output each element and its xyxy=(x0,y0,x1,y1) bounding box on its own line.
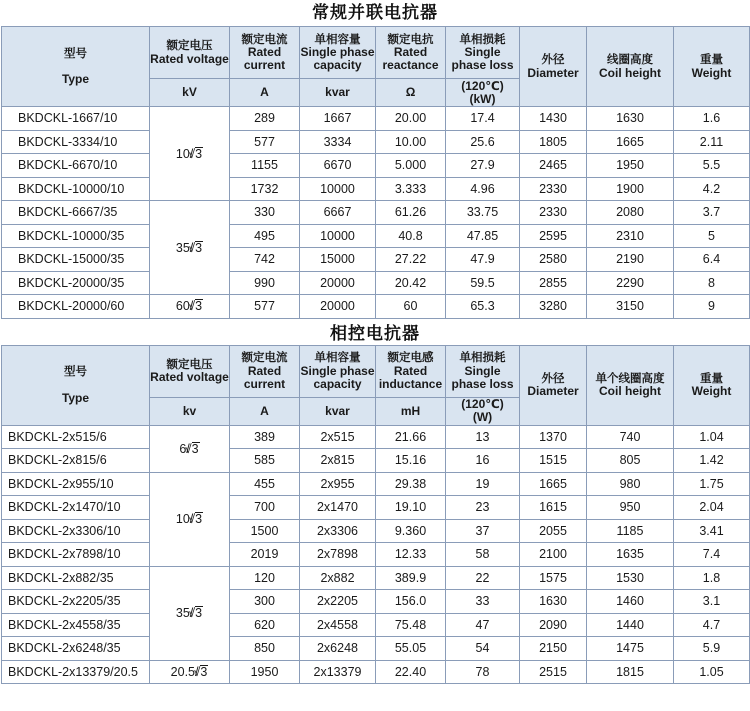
weight-cell: 5.5 xyxy=(674,154,750,178)
weight-cell: 2.11 xyxy=(674,130,750,154)
value-cell: 156.0 xyxy=(376,590,446,614)
weight-cell: 1.42 xyxy=(674,449,750,473)
capacity-cell: 6670 xyxy=(300,154,376,178)
diameter-cell: 2580 xyxy=(520,248,587,272)
capacity-cell: 2x7898 xyxy=(300,543,376,567)
loss-cell: 4.96 xyxy=(446,177,520,201)
model-cell: BKDCKL-2x3306/10 xyxy=(2,519,150,543)
weight-cell: 5 xyxy=(674,224,750,248)
height-cell: 1630 xyxy=(587,107,674,131)
rated-voltage-cell: 60/√ 3 xyxy=(150,295,230,319)
model-cell: BKDCKL-6667/35 xyxy=(2,201,150,225)
current-cell: 850 xyxy=(230,637,300,661)
loss-cell: 59.5 xyxy=(446,271,520,295)
value-cell: 61.26 xyxy=(376,201,446,225)
unit-reactance: Ω xyxy=(376,79,446,107)
capacity-cell: 1667 xyxy=(300,107,376,131)
height-cell: 1185 xyxy=(587,519,674,543)
loss-cell: 23 xyxy=(446,496,520,520)
diameter-cell: 1630 xyxy=(520,590,587,614)
loss-cell: 22 xyxy=(446,566,520,590)
weight-cell: 1.05 xyxy=(674,660,750,684)
diameter-cell: 2330 xyxy=(520,201,587,225)
loss-cell: 58 xyxy=(446,543,520,567)
loss-cell: 13 xyxy=(446,425,520,449)
col-inductance-header: 额定电感 Rated inductance xyxy=(376,345,446,397)
capacity-cell: 2x6248 xyxy=(300,637,376,661)
height-cell: 1635 xyxy=(587,543,674,567)
col-reactance-header: 额定电抗 Rated reactance xyxy=(376,27,446,79)
col-height-header: 线圈高度 Coil height xyxy=(587,27,674,107)
col-diameter-header: 外径 Diameter xyxy=(520,27,587,107)
diameter-cell: 2330 xyxy=(520,177,587,201)
unit-capacity: kvar xyxy=(300,397,376,425)
current-cell: 289 xyxy=(230,107,300,131)
capacity-cell: 2x3306 xyxy=(300,519,376,543)
height-cell: 1950 xyxy=(587,154,674,178)
value-cell: 29.38 xyxy=(376,472,446,496)
capacity-cell: 10000 xyxy=(300,224,376,248)
weight-cell: 3.7 xyxy=(674,201,750,225)
value-cell: 20.42 xyxy=(376,271,446,295)
current-cell: 620 xyxy=(230,613,300,637)
table-row xyxy=(2,425,750,449)
col-loss-header: 单相损耗 Single phase loss xyxy=(446,27,520,79)
col-type-header: 型号 Type xyxy=(2,27,150,107)
capacity-cell: 2x1470 xyxy=(300,496,376,520)
model-cell: BKDCKL-20000/35 xyxy=(2,271,150,295)
height-cell: 950 xyxy=(587,496,674,520)
loss-cell: 47.85 xyxy=(446,224,520,248)
unit-loss: (120℃) (W) xyxy=(446,397,520,425)
rated-voltage-cell: 10/√ 3 xyxy=(150,472,230,566)
diameter-cell: 1575 xyxy=(520,566,587,590)
capacity-cell: 2x4558 xyxy=(300,613,376,637)
loss-cell: 19 xyxy=(446,472,520,496)
model-cell: BKDCKL-2x515/6 xyxy=(2,425,150,449)
col-capacity-header: 单相容量 Single phase capacity xyxy=(300,345,376,397)
height-cell: 980 xyxy=(587,472,674,496)
diameter-cell: 2090 xyxy=(520,613,587,637)
table-row xyxy=(2,271,750,295)
current-cell: 495 xyxy=(230,224,300,248)
model-cell: BKDCKL-20000/60 xyxy=(2,295,150,319)
col-voltage-header: 额定电压 Rated voltage xyxy=(150,345,230,397)
model-cell: BKDCKL-2x4558/35 xyxy=(2,613,150,637)
current-cell: 990 xyxy=(230,271,300,295)
weight-cell: 5.9 xyxy=(674,637,750,661)
rated-voltage-cell: 35/√ 3 xyxy=(150,201,230,295)
rated-voltage-cell: 35/√ 3 xyxy=(150,566,230,660)
loss-cell: 54 xyxy=(446,637,520,661)
diameter-cell: 1370 xyxy=(520,425,587,449)
current-cell: 120 xyxy=(230,566,300,590)
diameter-cell: 2055 xyxy=(520,519,587,543)
col-weight-header: 重量 Weight xyxy=(674,345,750,425)
current-cell: 1732 xyxy=(230,177,300,201)
loss-cell: 37 xyxy=(446,519,520,543)
table-row xyxy=(2,472,750,496)
unit-inductance: mH xyxy=(376,397,446,425)
model-cell: BKDCKL-2x6248/35 xyxy=(2,637,150,661)
current-cell: 1500 xyxy=(230,519,300,543)
col-type-header: 型号 Type xyxy=(2,345,150,425)
loss-cell: 16 xyxy=(446,449,520,473)
diameter-cell: 2465 xyxy=(520,154,587,178)
loss-cell: 47.9 xyxy=(446,248,520,272)
capacity-cell: 20000 xyxy=(300,295,376,319)
weight-cell: 3.1 xyxy=(674,590,750,614)
current-cell: 742 xyxy=(230,248,300,272)
phase-controlled-reactor-title: 相控电抗器 xyxy=(330,323,420,343)
diameter-cell: 1430 xyxy=(520,107,587,131)
value-cell: 5.000 xyxy=(376,154,446,178)
diameter-cell: 1515 xyxy=(520,449,587,473)
current-cell: 389 xyxy=(230,425,300,449)
loss-cell: 25.6 xyxy=(446,130,520,154)
col-diameter-header: 外径 Diameter xyxy=(520,345,587,425)
capacity-cell: 3334 xyxy=(300,130,376,154)
table-row xyxy=(2,496,750,520)
weight-cell: 1.8 xyxy=(674,566,750,590)
diameter-cell: 2855 xyxy=(520,271,587,295)
value-cell: 3.333 xyxy=(376,177,446,201)
loss-cell: 65.3 xyxy=(446,295,520,319)
model-cell: BKDCKL-2x815/6 xyxy=(2,449,150,473)
height-cell: 1475 xyxy=(587,637,674,661)
capacity-cell: 2x955 xyxy=(300,472,376,496)
capacity-cell: 2x882 xyxy=(300,566,376,590)
unit-capacity: kvar xyxy=(300,79,376,107)
diameter-cell: 1665 xyxy=(520,472,587,496)
current-cell: 585 xyxy=(230,449,300,473)
value-cell: 15.16 xyxy=(376,449,446,473)
model-cell: BKDCKL-2x13379/20.5 xyxy=(2,660,150,684)
rated-voltage-cell: 10/√ 3 xyxy=(150,107,230,201)
value-cell: 40.8 xyxy=(376,224,446,248)
value-cell: 21.66 xyxy=(376,425,446,449)
weight-cell: 4.2 xyxy=(674,177,750,201)
capacity-cell: 2x2205 xyxy=(300,590,376,614)
current-cell: 1155 xyxy=(230,154,300,178)
capacity-cell: 20000 xyxy=(300,271,376,295)
height-cell: 3150 xyxy=(587,295,674,319)
rated-voltage-cell: 6/√ 3 xyxy=(150,425,230,472)
model-cell: BKDCKL-6670/10 xyxy=(2,154,150,178)
capacity-cell: 2x13379 xyxy=(300,660,376,684)
table-row xyxy=(2,154,750,178)
weight-cell: 6.4 xyxy=(674,248,750,272)
loss-cell: 17.4 xyxy=(446,107,520,131)
col-height-header: 单个线圈高度 Coil height xyxy=(587,345,674,425)
phase-controlled-reactor-table xyxy=(1,345,750,685)
table-row xyxy=(2,449,750,473)
phase-controlled-reactor-rows xyxy=(2,425,750,684)
table-row xyxy=(2,566,750,590)
table-row xyxy=(2,590,750,614)
loss-cell: 78 xyxy=(446,660,520,684)
table-row xyxy=(2,613,750,637)
model-cell: BKDCKL-2x2205/35 xyxy=(2,590,150,614)
current-cell: 330 xyxy=(230,201,300,225)
current-cell: 300 xyxy=(230,590,300,614)
current-cell: 2019 xyxy=(230,543,300,567)
weight-cell: 3.41 xyxy=(674,519,750,543)
current-cell: 1950 xyxy=(230,660,300,684)
unit-current: A xyxy=(230,79,300,107)
shunt-reactor-table xyxy=(1,26,750,319)
capacity-cell: 2x515 xyxy=(300,425,376,449)
weight-cell: 4.7 xyxy=(674,613,750,637)
diameter-cell: 3280 xyxy=(520,295,587,319)
col-current-header: 额定电流 Rated current xyxy=(230,345,300,397)
capacity-cell: 15000 xyxy=(300,248,376,272)
height-cell: 1440 xyxy=(587,613,674,637)
table-row xyxy=(2,637,750,661)
height-cell: 2310 xyxy=(587,224,674,248)
loss-cell: 47 xyxy=(446,613,520,637)
table-row xyxy=(2,660,750,684)
col-capacity-header: 单相容量 Single phase capacity xyxy=(300,27,376,79)
height-cell: 1900 xyxy=(587,177,674,201)
weight-cell: 1.75 xyxy=(674,472,750,496)
diameter-cell: 1615 xyxy=(520,496,587,520)
table-row xyxy=(2,543,750,567)
col-weight-header: 重量 Weight xyxy=(674,27,750,107)
table-row xyxy=(2,177,750,201)
value-cell: 20.00 xyxy=(376,107,446,131)
height-cell: 740 xyxy=(587,425,674,449)
rated-voltage-cell: 20.5/√ 3 xyxy=(150,660,230,684)
weight-cell: 9 xyxy=(674,295,750,319)
table-row xyxy=(2,224,750,248)
current-cell: 577 xyxy=(230,130,300,154)
model-cell: BKDCKL-1667/10 xyxy=(2,107,150,131)
height-cell: 2190 xyxy=(587,248,674,272)
unit-current: A xyxy=(230,397,300,425)
value-cell: 22.40 xyxy=(376,660,446,684)
loss-cell: 33.75 xyxy=(446,201,520,225)
model-cell: BKDCKL-3334/10 xyxy=(2,130,150,154)
height-cell: 805 xyxy=(587,449,674,473)
value-cell: 10.00 xyxy=(376,130,446,154)
value-cell: 75.48 xyxy=(376,613,446,637)
height-cell: 1530 xyxy=(587,566,674,590)
table-row xyxy=(2,519,750,543)
value-cell: 389.9 xyxy=(376,566,446,590)
diameter-cell: 1805 xyxy=(520,130,587,154)
unit-voltage: kV xyxy=(150,79,230,107)
value-cell: 27.22 xyxy=(376,248,446,272)
table-row xyxy=(2,107,750,131)
loss-cell: 33 xyxy=(446,590,520,614)
weight-cell: 2.04 xyxy=(674,496,750,520)
col-current-header: 额定电流 Rated current xyxy=(230,27,300,79)
col-loss-header: 单相损耗 Single phase loss xyxy=(446,345,520,397)
value-cell: 19.10 xyxy=(376,496,446,520)
shunt-reactor-title: 常规并联电抗器 xyxy=(312,3,438,22)
current-cell: 577 xyxy=(230,295,300,319)
height-cell: 2080 xyxy=(587,201,674,225)
height-cell: 1460 xyxy=(587,590,674,614)
weight-cell: 8 xyxy=(674,271,750,295)
model-cell: BKDCKL-2x882/35 xyxy=(2,566,150,590)
table-row xyxy=(2,201,750,225)
model-cell: BKDCKL-2x7898/10 xyxy=(2,543,150,567)
loss-cell: 27.9 xyxy=(446,154,520,178)
shunt-reactor-rows xyxy=(2,107,750,319)
model-cell: BKDCKL-15000/35 xyxy=(2,248,150,272)
col-voltage-header: 额定电压 Rated voltage xyxy=(150,27,230,79)
weight-cell: 1.04 xyxy=(674,425,750,449)
current-cell: 455 xyxy=(230,472,300,496)
model-cell: BKDCKL-2x1470/10 xyxy=(2,496,150,520)
capacity-cell: 2x815 xyxy=(300,449,376,473)
height-cell: 1665 xyxy=(587,130,674,154)
diameter-cell: 2150 xyxy=(520,637,587,661)
diameter-cell: 2515 xyxy=(520,660,587,684)
diameter-cell: 2100 xyxy=(520,543,587,567)
capacity-cell: 6667 xyxy=(300,201,376,225)
table-row xyxy=(2,295,750,319)
table-row xyxy=(2,130,750,154)
weight-cell: 7.4 xyxy=(674,543,750,567)
table-row xyxy=(2,248,750,272)
diameter-cell: 2595 xyxy=(520,224,587,248)
height-cell: 1815 xyxy=(587,660,674,684)
model-cell: BKDCKL-10000/10 xyxy=(2,177,150,201)
value-cell: 60 xyxy=(376,295,446,319)
value-cell: 55.05 xyxy=(376,637,446,661)
value-cell: 9.360 xyxy=(376,519,446,543)
current-cell: 700 xyxy=(230,496,300,520)
unit-voltage: kv xyxy=(150,397,230,425)
weight-cell: 1.6 xyxy=(674,107,750,131)
model-cell: BKDCKL-10000/35 xyxy=(2,224,150,248)
unit-loss: (120℃) (kW) xyxy=(446,79,520,107)
height-cell: 2290 xyxy=(587,271,674,295)
model-cell: BKDCKL-2x955/10 xyxy=(2,472,150,496)
capacity-cell: 10000 xyxy=(300,177,376,201)
value-cell: 12.33 xyxy=(376,543,446,567)
